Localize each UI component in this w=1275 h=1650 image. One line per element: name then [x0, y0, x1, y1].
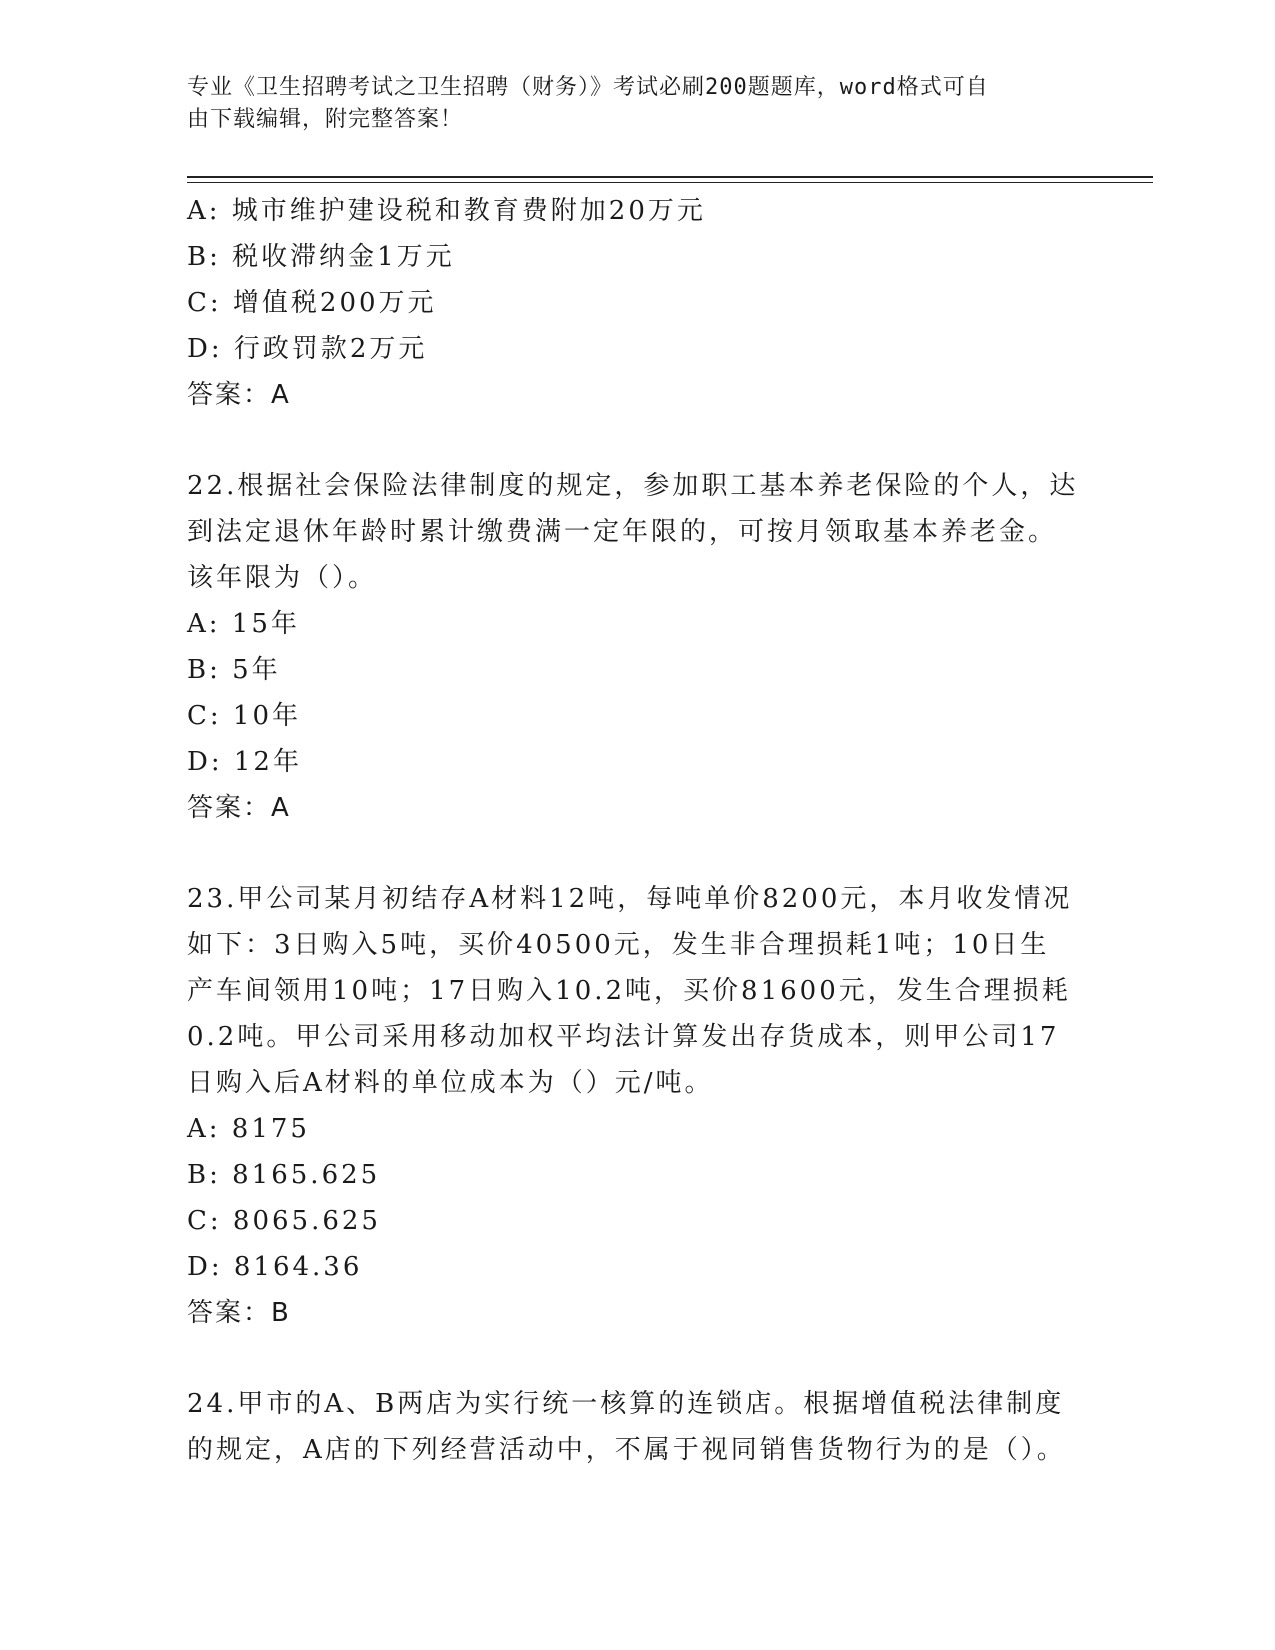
spacer: [187, 1336, 1087, 1381]
option-a: A: 8175: [187, 1114, 310, 1144]
option-a: A: 城市维护建设税和教育费附加20万元: [187, 196, 706, 226]
option-c: C: 8065.625: [187, 1206, 381, 1236]
question-stem-line: 如下：3日购入5吨，买价40500元，发生非合理损耗1吨；10日生: [187, 930, 1050, 960]
option-d: D: 8164.36: [187, 1252, 363, 1282]
option-b: B: 8165.625: [187, 1160, 381, 1190]
header-line-2: 由下载编辑，附完整答案！: [187, 107, 464, 132]
spacer: [187, 418, 1087, 463]
question-stem-line: 0.2吨。甲公司采用移动加权平均法计算发出存货成本，则甲公司17: [187, 1022, 1060, 1052]
document-header: [187, 72, 1067, 136]
question-stem-line: 到法定退休年龄时累计缴费满一定年限的，可按月领取基本养老金。: [187, 517, 1058, 547]
answer: 答案：A: [187, 380, 291, 410]
option-d: D: 12年: [187, 747, 302, 777]
option-c: C: 增值税200万元: [187, 288, 437, 318]
header-divider-thin: [187, 182, 1153, 183]
question-stem-line: 的规定，A店的下列经营活动中，不属于视同销售货物行为的是（）。: [187, 1435, 1066, 1465]
header-divider-thick: [187, 176, 1153, 178]
option-a: A: 15年: [187, 609, 300, 639]
question-content: [187, 188, 1087, 1473]
question-stem-line: 日购入后A材料的单位成本为（）元/吨。: [187, 1068, 714, 1098]
question-stem-line: 22.根据社会保险法律制度的规定，参加职工基本养老保险的个人，达: [187, 471, 1079, 501]
question-stem-line: 23.甲公司某月初结存A材料12吨，每吨单价8200元，本月收发情况: [187, 884, 1073, 914]
answer: 答案：A: [187, 793, 291, 823]
option-b: B: 5年: [187, 655, 281, 685]
header-line-1: 专业《卫生招聘考试之卫生招聘（财务）》考试必刷200题题库，word格式可自: [187, 75, 989, 100]
option-d: D: 行政罚款2万元: [187, 334, 428, 364]
answer: 答案：B: [187, 1298, 291, 1328]
question-22: [187, 463, 1087, 831]
option-b: B: 税收滞纳金1万元: [187, 242, 455, 272]
question-stem-line: 24.甲市的A、B两店为实行统一核算的连锁店。根据增值税法律制度: [187, 1389, 1065, 1419]
question-23: [187, 876, 1087, 1336]
question-24: [187, 1381, 1087, 1473]
option-c: C: 10年: [187, 701, 302, 731]
spacer: [187, 831, 1087, 876]
question-stem-line: 产车间领用10吨；17日购入10.2吨，买价81600元，发生合理损耗: [187, 976, 1071, 1006]
question-21: [187, 188, 1087, 418]
question-stem-line: 该年限为（）。: [187, 563, 378, 593]
